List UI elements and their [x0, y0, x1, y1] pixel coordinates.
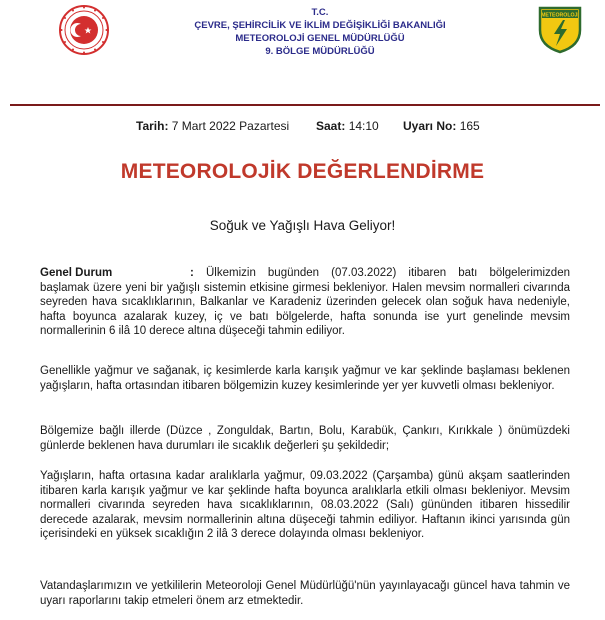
paragraph-forecast-details: Yağışların, hafta ortasına kadar aralıklarla yağmur, 09.03.2022 (Çarşamba) günü akşam saatlerinden itibaren karla karışık yağmur ve kar şeklinde hafta boyunca aralıklarla etkili olması bekleniyor. Mevsim normalleri civarında seyreden hava sıcaklıklarının, 08.03.2022 (Salı) gününden itibaren hissedilir derecede azalarak, mevsim normallerinin altına düşeceği tahmin ediliyor. Haftanın ikinci yarısında gün içerisindeki en yüksek sıcaklığın 2 ilâ 3 derece dolayında olması bekleniyor.	[40, 470, 570, 540]
warning-number-field	[403, 119, 480, 133]
header-divider	[10, 104, 600, 106]
date-value: 7 Mart 2022 Pazartesi	[171, 119, 290, 133]
paragraph-advisory: Vatandaşlarımızın ve yetkililerin Meteoroloji Genel Müdürlüğü'nün yayınlayacağı güncel hava tahmin ve uyarı raporlarını takip etmeleri önem arz etmektedir.	[40, 580, 570, 607]
page-title: METEOROLOJİK DEĞERLENDİRME	[120, 160, 485, 183]
time-field	[316, 119, 379, 133]
time-label: Saat:	[316, 119, 346, 133]
header-regional-office: 9. BÖLGE MÜDÜRLÜĞÜ	[265, 46, 375, 57]
paragraph-provinces: Bölgemize bağlı illerde (Düzce , Zonguldak, Bartın, Bolu, Karabük, Çankırı, Kırıkkale ) önümüzdeki günlerde beklenen hava durumları ile sıcaklık değerleri şu şekildedir;	[40, 425, 570, 452]
header-ministry-name: ÇEVRE, ŞEHİRCİLİK VE İKLİM DEĞİŞİKLİĞİ BAKANLIĞI	[194, 20, 446, 31]
page-subtitle: Soğuk ve Yağışlı Hava Geliyor!	[209, 218, 396, 233]
general-situation-label: Genel Durum	[40, 267, 113, 279]
date-label: Tarih:	[136, 119, 169, 133]
logo-text: METEOROLOJI	[541, 12, 579, 19]
ministry-seal-logo	[58, 4, 110, 56]
general-situation-paragraph	[40, 266, 570, 339]
general-situation-colon: :	[190, 267, 194, 279]
ministry-header	[150, 6, 490, 58]
warning-value: 165	[459, 119, 480, 133]
paragraph-precipitation: Genellikle yağmur ve sağanak, iç kesimlerde karla karışık yağmur ve kar şeklinde başlaması beklenen yağışların, hafta ortasından itibaren bölgemizin kuzey kesimlerinde yer yer kuvvetli olması bekleniyor.	[40, 365, 570, 392]
date-field	[136, 119, 289, 133]
header-tc: T.C.	[311, 7, 329, 18]
time-value: 14:10	[348, 119, 379, 133]
general-situation-text: Ülkemizin bugünden (07.03.2022) itibaren batı bölgelerimizden başlamak üzere yeni bir yağışlı sistemin etkisine girmesi bekleniyor. Halen mevsim normalleri civarında seyreden hava sıcaklıklarının, Balkanlar ve Karadeniz üzerinden gelecek olan soğuk hava nedeniyle, hafta boyunca azalarak kuzey, iç ve batı bölgelerde, hafta sonunda ise yurt genelinde mevsim normallerinin 6 ilâ 10 derece altına düşeceği tahmin ediliyor.	[40, 267, 570, 337]
header-directorate: METEOROLOJİ GENEL MÜDÜRLÜĞÜ	[235, 33, 405, 44]
meteorology-logo	[536, 4, 584, 54]
warning-label: Uyarı No:	[403, 119, 457, 133]
